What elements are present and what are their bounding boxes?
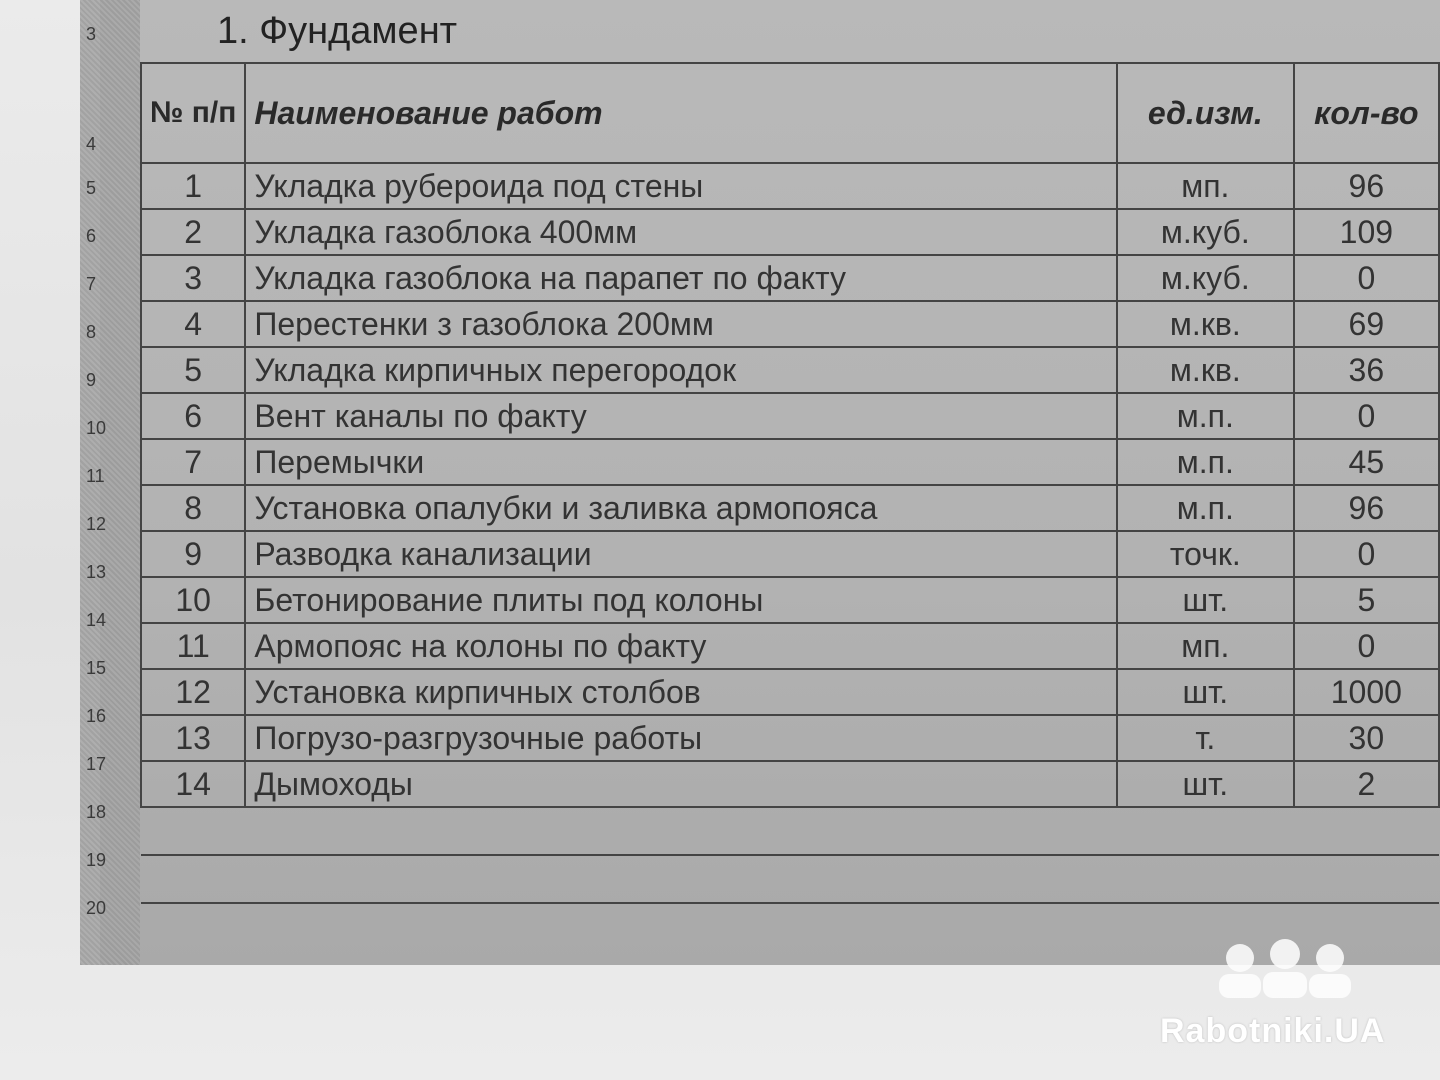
row-qty: 45 — [1294, 439, 1439, 485]
row-number: 18 — [86, 802, 107, 822]
row-name: Погрузо-разгрузочные работы — [245, 715, 1117, 761]
row-num: 14 — [141, 761, 245, 807]
row-number: 19 — [86, 850, 107, 870]
row-unit: т. — [1117, 715, 1294, 761]
row-name: Установка кирпичных столбов — [245, 669, 1117, 715]
table-row — [141, 393, 1439, 439]
row-num: 3 — [141, 255, 245, 301]
row-name: Перемычки — [245, 439, 1117, 485]
empty-cell — [141, 807, 1439, 855]
row-num: 2 — [141, 209, 245, 255]
empty-cell — [141, 855, 1439, 903]
row-qty: 30 — [1294, 715, 1439, 761]
row-number: 3 — [86, 24, 97, 44]
row-name: Армопояс на колоны по факту — [245, 623, 1117, 669]
row-name: Укладка рубероида под стены — [245, 163, 1117, 209]
row-name: Дымоходы — [245, 761, 1117, 807]
works-table — [140, 0, 1440, 904]
table-row — [141, 255, 1439, 301]
empty-row — [141, 807, 1439, 855]
row-num: 13 — [141, 715, 245, 761]
row-num: 11 — [141, 623, 245, 669]
row-num: 1 — [141, 163, 245, 209]
row-num: 5 — [141, 347, 245, 393]
row-name: Разводка канализации — [245, 531, 1117, 577]
row-number: 6 — [86, 226, 97, 246]
row-unit: м.куб. — [1117, 209, 1294, 255]
row-qty: 5 — [1294, 577, 1439, 623]
workers-helmet-icon — [1205, 930, 1365, 1000]
row-number: 16 — [86, 706, 107, 726]
table-row — [141, 439, 1439, 485]
row-unit: м.куб. — [1117, 255, 1294, 301]
watermark-text: Rabotniki.UA — [1160, 1012, 1386, 1050]
section-title: 1. Фундамент — [217, 9, 458, 52]
header-unit: ед.изм. — [1117, 63, 1294, 163]
table-row — [141, 761, 1439, 807]
table-row — [141, 209, 1439, 255]
row-name: Перестенки з газоблока 200мм — [245, 301, 1117, 347]
row-unit: м.п. — [1117, 393, 1294, 439]
row-number: 8 — [86, 322, 97, 342]
row-qty: 0 — [1294, 255, 1439, 301]
header-row — [141, 63, 1439, 163]
table-row — [141, 577, 1439, 623]
row-num: 4 — [141, 301, 245, 347]
row-number: 14 — [86, 610, 107, 630]
row-qty: 96 — [1294, 485, 1439, 531]
row-unit: шт. — [1117, 577, 1294, 623]
table-row — [141, 485, 1439, 531]
table-row — [141, 531, 1439, 577]
row-unit: м.кв. — [1117, 301, 1294, 347]
row-name: Установка опалубки и заливка армопояса — [245, 485, 1117, 531]
table-row — [141, 623, 1439, 669]
row-num: 6 — [141, 393, 245, 439]
row-qty: 69 — [1294, 301, 1439, 347]
row-num: 9 — [141, 531, 245, 577]
row-number: 12 — [86, 514, 107, 534]
row-qty: 0 — [1294, 393, 1439, 439]
row-num: 8 — [141, 485, 245, 531]
row-name: Укладка газоблока на парапет по факту — [245, 255, 1117, 301]
empty-row — [141, 855, 1439, 903]
row-unit: мп. — [1117, 623, 1294, 669]
table-row — [141, 163, 1439, 209]
row-unit: шт. — [1117, 761, 1294, 807]
row-num: 12 — [141, 669, 245, 715]
row-number: 5 — [86, 178, 97, 198]
table-row — [141, 301, 1439, 347]
row-number: 10 — [86, 418, 107, 438]
row-number: 11 — [86, 466, 105, 486]
table-row — [141, 347, 1439, 393]
row-name: Бетонирование плиты под колоны — [245, 577, 1117, 623]
row-number: 20 — [86, 898, 107, 918]
row-unit: мп. — [1117, 163, 1294, 209]
row-name: Укладка кирпичных перегородок — [245, 347, 1117, 393]
row-unit: шт. — [1117, 669, 1294, 715]
row-number: 4 — [86, 134, 97, 154]
row-qty: 2 — [1294, 761, 1439, 807]
row-name: Вент каналы по факту — [245, 393, 1117, 439]
row-unit: точк. — [1117, 531, 1294, 577]
row-qty: 109 — [1294, 209, 1439, 255]
header-num: № п/п — [141, 63, 245, 163]
header-name: Наименование работ — [245, 63, 1117, 163]
table-row — [141, 669, 1439, 715]
row-unit: м.кв. — [1117, 347, 1294, 393]
row-unit: м.п. — [1117, 485, 1294, 531]
row-number: 7 — [86, 274, 97, 294]
row-number: 13 — [86, 562, 107, 582]
row-qty: 96 — [1294, 163, 1439, 209]
row-number: 9 — [86, 370, 97, 390]
row-num: 7 — [141, 439, 245, 485]
row-number: 15 — [86, 658, 107, 678]
row-qty: 0 — [1294, 531, 1439, 577]
row-number: 17 — [86, 754, 107, 774]
section-title-row — [141, 0, 1439, 63]
row-qty: 0 — [1294, 623, 1439, 669]
header-qty: кол-во — [1294, 63, 1439, 163]
row-qty: 1000 — [1294, 669, 1439, 715]
row-name: Укладка газоблока 400мм — [245, 209, 1117, 255]
table-row — [141, 715, 1439, 761]
row-num: 10 — [141, 577, 245, 623]
row-qty: 36 — [1294, 347, 1439, 393]
row-unit: м.п. — [1117, 439, 1294, 485]
